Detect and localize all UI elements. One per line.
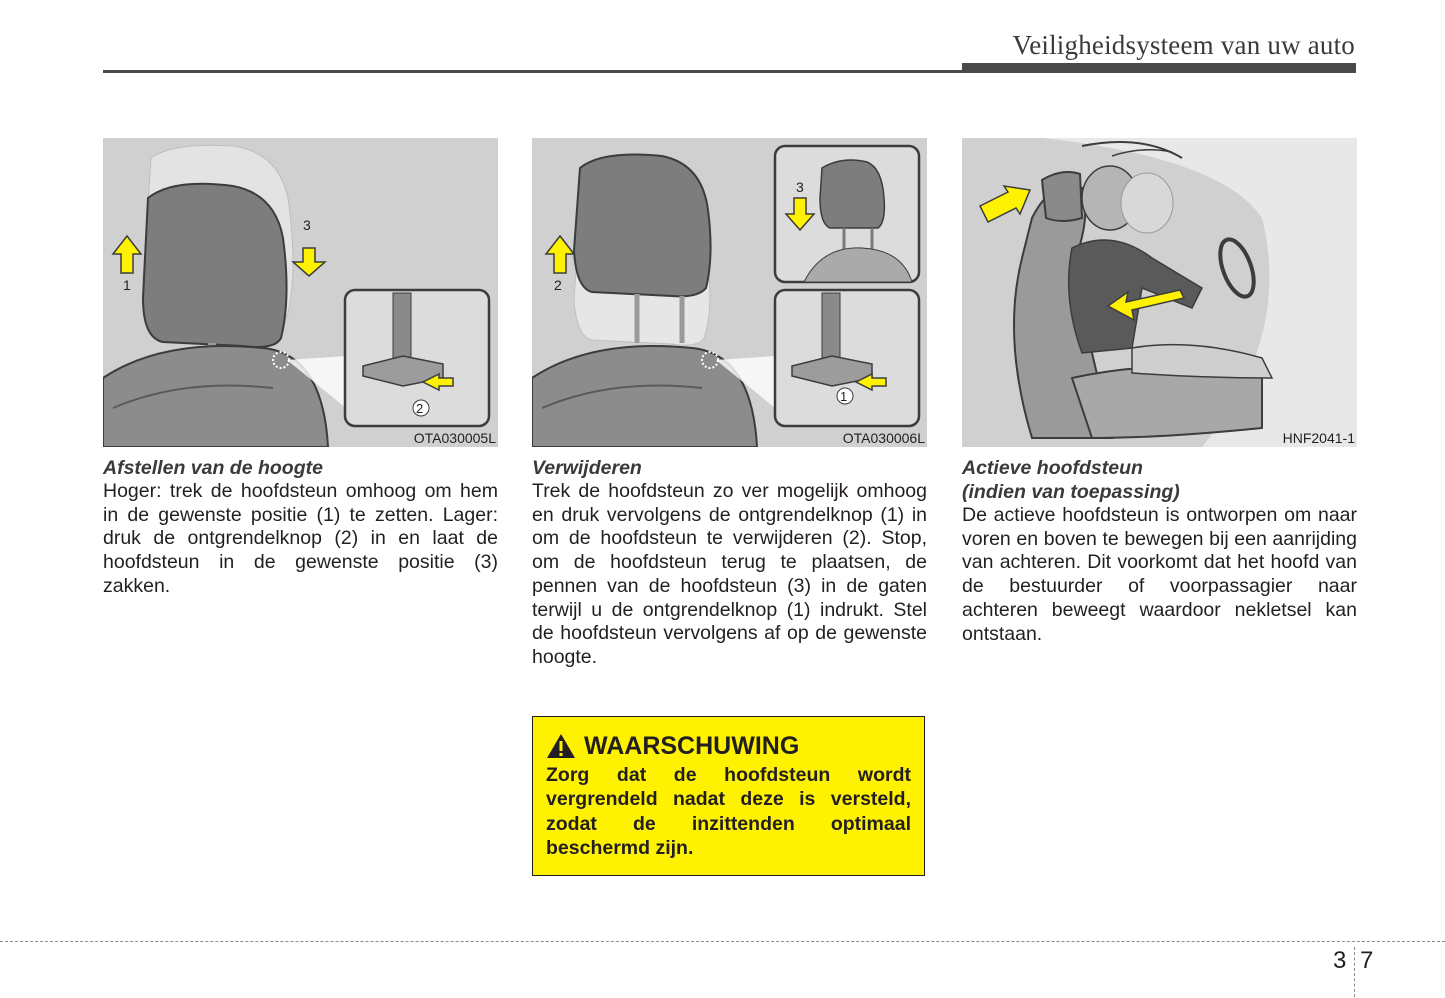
- section-heading: Verwijderen: [532, 457, 642, 479]
- section-remove: [532, 456, 927, 670]
- section-heading: Afstellen van de hoogte: [103, 457, 323, 479]
- page-number: 7: [1360, 947, 1374, 974]
- figure-label-3: 3: [303, 217, 311, 233]
- headrest-height-illustration: [103, 138, 498, 447]
- section-body: De actieve hoofdsteun is ontworpen om naar voren en boven te bewegen bij een aanrijding van achteren. Dit voorkomt dat het hoofd van de bestuurder of voorpassagier naar achteren beweegt waardoor nekletsel kan ontstaan.: [962, 504, 1357, 645]
- page-number-divider: [1354, 947, 1355, 997]
- header-rule-accent: [962, 63, 1356, 72]
- figure-code: OTA030005L: [413, 430, 496, 446]
- warning-title-row: [546, 731, 911, 761]
- section-active-headrest: [962, 456, 1357, 646]
- figure-code: HNF2041-1: [1282, 430, 1355, 446]
- section-heading: Actieve hoofdsteun: [962, 457, 1143, 479]
- figure-height-adjust: [103, 138, 498, 447]
- figure-code: OTA030006L: [842, 430, 925, 446]
- arrow-up-icon: [113, 236, 141, 273]
- section-subheading: (indien van toepassing): [962, 481, 1180, 503]
- figure-label-2: 2: [554, 277, 562, 293]
- warning-text: Zorg dat de hoofdsteun wordt vergrendeld nadat deze is versteld, zodat de inzittenden optimaal beschermd zijn.: [546, 764, 911, 859]
- warning-triangle-icon: [546, 733, 576, 759]
- arrow-up-icon: [546, 236, 574, 273]
- figure-active-headrest: [962, 138, 1357, 447]
- chapter-number: 3: [1333, 947, 1347, 974]
- figure-label-2: 2: [416, 401, 424, 416]
- figure-label-1: 1: [840, 389, 848, 404]
- section-body: Hoger: trek de hoofdsteun omhoog om hem in de gewenste positie (1) te zetten. Lager: druk de ontgrendelknop (2) in en laat de hoofdsteun in de gewenste positie (3) zakken.: [103, 480, 498, 597]
- footer-rule: [0, 941, 1445, 942]
- warning-title: WAARSCHUWING: [584, 732, 800, 760]
- figure-label-1: 1: [123, 277, 131, 293]
- section-body: Trek de hoofdsteun zo ver mogelijk omhoog en druk vervolgens de ontgrendelknop (1) in om de hoofdsteun te verwijderen (2). Stop, om de hoofdsteun terug te plaatsen, de pennen van de hoofdsteun (3) in de gaten terwijl u de ontgrendelknop (1) indrukt. Stel de hoofdsteun vervolgens af op de gewenste hoogte.: [532, 480, 927, 668]
- section-height-adjust: [103, 456, 498, 599]
- figure-remove-headrest: [532, 138, 927, 447]
- arrow-down-icon: [293, 248, 325, 276]
- figure-label-3: 3: [796, 179, 804, 195]
- warning-box: [532, 716, 925, 876]
- arrow-forward-icon: [980, 186, 1030, 222]
- active-headrest-illustration: [962, 138, 1357, 447]
- headrest-remove-illustration: [532, 138, 927, 447]
- page-header-title: Veiligheidsysteem van uw auto: [1012, 30, 1355, 60]
